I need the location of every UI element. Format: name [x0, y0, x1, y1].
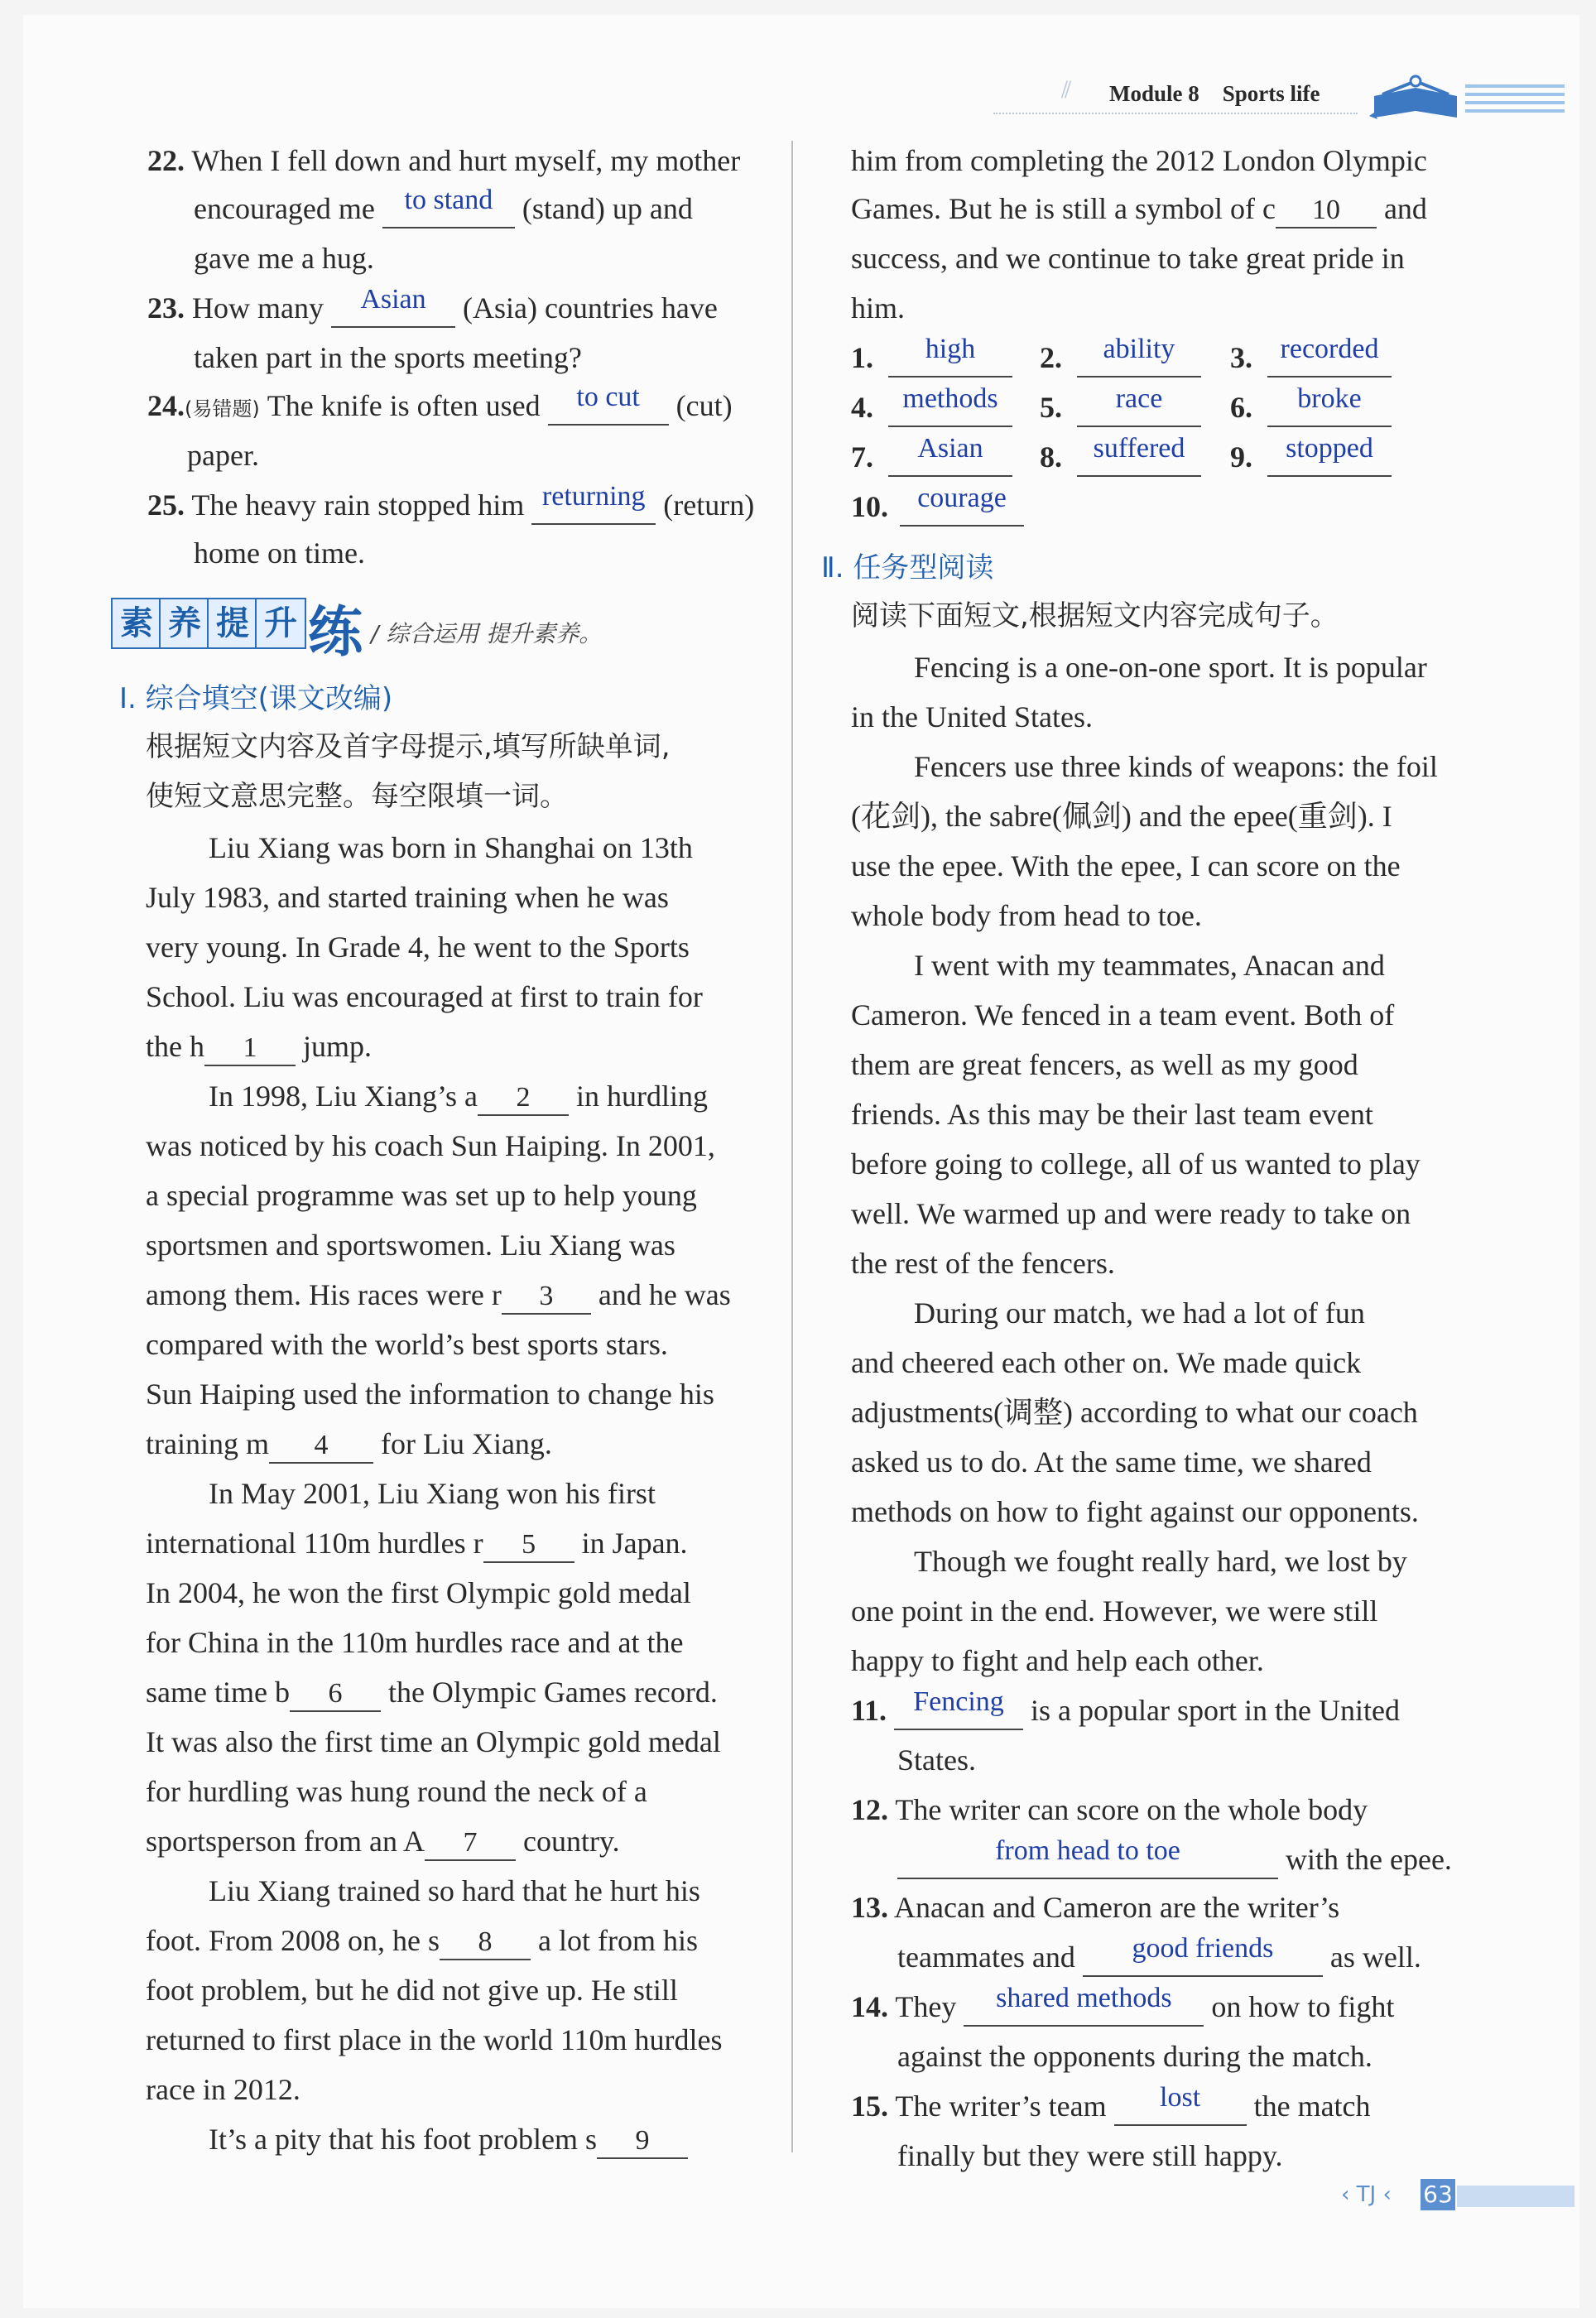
- q11-line1: [851, 1686, 1400, 1730]
- q22-answer: to stand: [404, 185, 493, 215]
- header-text: [1109, 81, 1344, 107]
- q13-answer: good friends: [1132, 1933, 1274, 1964]
- blank-4[interactable]: [269, 1427, 373, 1464]
- q22-line3: gave me a hug.: [194, 242, 374, 275]
- passage-line: for China in the 110m hurdles race and at the: [146, 1626, 684, 1659]
- q12-line2: [897, 1835, 1452, 1879]
- q13-text: Anacan and Cameron are the writer’s: [894, 1891, 1340, 1924]
- header-stripes: [1465, 84, 1565, 118]
- passage-line: [146, 1823, 620, 1861]
- answer-key-number: 9.: [1230, 440, 1252, 474]
- passage-line: a special programme was set up to help young: [146, 1179, 697, 1212]
- reading-line: friends. As this may be their last team event: [851, 1098, 1373, 1131]
- section1-instruction-2: 使短文意思完整。每空限填一词。: [146, 780, 568, 813]
- passage-line: very young. In Grade 4, he went to the Sports: [146, 931, 690, 964]
- q14-line1: [851, 1983, 1395, 2027]
- blank-8[interactable]: [440, 1924, 531, 1960]
- passage-line: School. Liu was encouraged at first to train for: [146, 980, 703, 1013]
- passage-line: [146, 1922, 698, 1960]
- q22-text3: (stand) up and: [522, 192, 693, 225]
- passage-line: [146, 2121, 688, 2159]
- blank-5-number: 5: [522, 1529, 536, 1560]
- reading-line: and cheered each other on. We made quick: [851, 1346, 1362, 1379]
- book-icon: [1366, 71, 1465, 124]
- banner-char-4: 升: [255, 598, 306, 649]
- blank-1[interactable]: [204, 1030, 296, 1066]
- blank-3[interactable]: [502, 1278, 591, 1315]
- answer-key-item: [851, 383, 1012, 427]
- blank-3-number: 3: [539, 1281, 554, 1311]
- q14-text: They: [895, 1990, 957, 2023]
- q22-line2: [194, 185, 693, 228]
- blank-7[interactable]: [425, 1825, 516, 1861]
- answer-key-blank[interactable]: [1267, 433, 1392, 477]
- reading-line: Fencing is a one-on-one sport. It is popular: [914, 651, 1427, 684]
- answer-key-answer: high: [925, 334, 976, 364]
- q13-text2: teammates and: [897, 1940, 1075, 1974]
- p3-text6: country.: [522, 1825, 620, 1858]
- blank-9-number: 9: [635, 2125, 650, 2156]
- answer-key-blank[interactable]: [1077, 433, 1201, 477]
- answer-key-answer: recorded: [1280, 334, 1379, 364]
- reading-line: well. We warmed up and were ready to take on: [851, 1197, 1411, 1230]
- q12-line1: [851, 1791, 1368, 1828]
- passage-line: In 2004, he won the first Olympic gold medal: [146, 1576, 691, 1609]
- reading-line: one point in the end. However, we were still: [851, 1594, 1378, 1628]
- reading-line: in the United States.: [851, 700, 1093, 733]
- answer-key-number: 5.: [1040, 391, 1062, 424]
- passage-line: foot problem, but he did not give up. He still: [146, 1974, 678, 2007]
- banner-char-2: 养: [159, 598, 210, 649]
- q12-text: The writer can score on the whole body: [895, 1793, 1368, 1826]
- passage-line: success, and we continue to take great pride in: [851, 242, 1405, 275]
- reading-line: happy to fight and help each other.: [851, 1644, 1264, 1677]
- passage-line: sportsmen and sportswomen. Liu Xiang was: [146, 1229, 675, 1262]
- p2-text3: among them. His races were r: [146, 1278, 502, 1311]
- section1-instruction-1: 根据短文内容及首字母提示,填写所缺单词,: [146, 730, 671, 763]
- blank-5[interactable]: [483, 1527, 574, 1563]
- section1-title: Ⅰ. 综合填空(课文改编): [119, 682, 393, 715]
- p4-text2: a lot from his: [538, 1924, 698, 1957]
- q24-number: 24.: [147, 389, 185, 422]
- section2-instruction: 阅读下面短文,根据短文内容完成句子。: [851, 599, 1339, 632]
- footer-tag: ‹ TJ ‹: [1341, 2182, 1392, 2207]
- q24-line2: paper.: [187, 439, 259, 472]
- answer-key-number: 7.: [851, 440, 873, 474]
- q15-number: 15.: [851, 2090, 888, 2123]
- q14-text2: on how to fight: [1211, 1990, 1395, 2023]
- answer-key-answer: broke: [1297, 383, 1362, 414]
- reading-line: During our match, we had a lot of fun: [914, 1296, 1365, 1330]
- q25-answer: returning: [541, 481, 646, 512]
- header-rule: [993, 113, 1358, 114]
- passage-line: [146, 1426, 552, 1464]
- q22-text: When I fell down and hurt myself, my mother: [191, 144, 741, 177]
- answer-key-blank[interactable]: [900, 483, 1024, 527]
- q23-number: 23.: [147, 291, 185, 325]
- q13-number: 13.: [851, 1891, 888, 1924]
- q15-text2: the match: [1253, 2090, 1371, 2123]
- p2-text5: training m: [146, 1427, 269, 1460]
- p2-text6: for Liu Xiang.: [380, 1427, 552, 1460]
- p3-text2: in Japan.: [581, 1527, 688, 1560]
- answer-key-blank[interactable]: [888, 383, 1012, 427]
- passage-line: for hurdling was hung round the neck of a: [146, 1775, 647, 1808]
- reading-line: (花剑), the sabre(佩剑) and the epee(重剑). I: [851, 800, 1392, 833]
- q22-text2: encouraged me: [194, 192, 375, 225]
- q22-number: 22.: [147, 144, 185, 177]
- answer-key-item: [1040, 334, 1201, 378]
- answer-key-number: 1.: [851, 341, 873, 374]
- p3-text: international 110m hurdles r: [146, 1527, 483, 1560]
- q24-tag: (易错题): [185, 397, 260, 421]
- answer-key-item: [1230, 383, 1392, 427]
- passage-line: July 1983, and started training when he was: [146, 881, 669, 914]
- q25-line2: home on time.: [194, 536, 365, 570]
- blank-4-number: 4: [314, 1430, 329, 1460]
- q12-number: 12.: [851, 1793, 888, 1826]
- answer-key-number: 6.: [1230, 391, 1252, 424]
- blank-6-number: 6: [328, 1678, 343, 1709]
- q14-blank[interactable]: [964, 1983, 1204, 2027]
- passage-line: It was also the first time an Olympic gold medal: [146, 1725, 721, 1758]
- q15-line2: finally but they were still happy.: [897, 2139, 1283, 2172]
- blank-10[interactable]: [1276, 192, 1377, 228]
- answer-key-answer: methods: [902, 383, 998, 414]
- footer-tag-text: TJ: [1356, 2182, 1377, 2207]
- passage-line: him from completing the 2012 London Olympic: [851, 144, 1427, 177]
- passage-line: race in 2012.: [146, 2073, 300, 2106]
- answer-key-answer: Asian: [917, 433, 983, 464]
- section2-title: Ⅱ. 任务型阅读: [821, 551, 994, 584]
- passage-line: was noticed by his coach Sun Haiping. In 2001,: [146, 1129, 715, 1162]
- passage-line: [851, 190, 1427, 228]
- reading-line: Though we fought really hard, we lost by: [914, 1545, 1407, 1578]
- q23-line2: taken part in the sports meeting?: [194, 341, 582, 374]
- blank-2[interactable]: [478, 1080, 569, 1116]
- blank-2-number: 2: [516, 1082, 531, 1113]
- q25-text2: (return): [663, 488, 755, 522]
- q22-line1: [147, 142, 740, 179]
- reading-line: adjustments(调整) according to what our coach: [851, 1396, 1418, 1429]
- q23-blank[interactable]: [331, 284, 455, 328]
- answer-key-answer: stopped: [1286, 433, 1373, 464]
- q23-line1: [147, 284, 718, 328]
- answer-key-blank[interactable]: [1077, 334, 1201, 378]
- answer-key-number: 4.: [851, 391, 873, 424]
- module-label: Module 8: [1109, 81, 1199, 106]
- q22-blank[interactable]: [382, 185, 515, 228]
- answer-key-number: 2.: [1040, 341, 1062, 374]
- q24-text2: (cut): [675, 389, 733, 422]
- answer-key-number: 3.: [1230, 341, 1252, 374]
- passage-line: compared with the world’s best sports stars.: [146, 1328, 668, 1361]
- leaf-icon: ⫽: [1061, 78, 1072, 103]
- p1-text: the h: [146, 1030, 204, 1063]
- q25-number: 25.: [147, 488, 185, 522]
- reading-line: methods on how to fight against our opponents.: [851, 1495, 1419, 1528]
- q13-line2: [897, 1933, 1421, 1977]
- answer-key-item: [1230, 334, 1392, 378]
- reading-line: use the epee. With the epee, I can score on the: [851, 849, 1401, 882]
- passage-line: [146, 1028, 372, 1066]
- q15-blank[interactable]: [1114, 2082, 1247, 2126]
- blank-8-number: 8: [478, 1926, 493, 1957]
- answer-key-answer: race: [1115, 383, 1163, 414]
- blank-6[interactable]: [290, 1676, 381, 1712]
- p2-text4: and he was: [598, 1278, 731, 1311]
- q11-line2: States.: [897, 1743, 976, 1777]
- q25-line1: [147, 481, 755, 525]
- q11-answer: Fencing: [913, 1686, 1004, 1717]
- q13-blank[interactable]: [1083, 1933, 1323, 1977]
- passage-line: [146, 1525, 688, 1563]
- q25-blank[interactable]: [531, 481, 656, 525]
- page-number: 63: [1421, 2179, 1455, 2210]
- reading-line: them are great fencers, as well as my good: [851, 1048, 1358, 1081]
- q14-number: 14.: [851, 1990, 888, 2023]
- answer-key-item: [1040, 433, 1201, 477]
- reading-line: before going to college, all of us wanted to play: [851, 1147, 1421, 1181]
- p5-text: It’s a pity that his foot problem s: [209, 2123, 597, 2156]
- answer-key-item: [851, 483, 1024, 527]
- q24-blank[interactable]: [548, 382, 669, 426]
- p3-text4: the Olympic Games record.: [387, 1676, 718, 1709]
- q24-line1: [147, 382, 733, 427]
- blank-9[interactable]: [597, 2123, 688, 2159]
- cont-text: Games. But he is still a symbol of c: [851, 192, 1276, 225]
- answer-key-item: [1230, 433, 1392, 477]
- cont-text2: and: [1383, 192, 1427, 225]
- q11-blank[interactable]: [894, 1686, 1023, 1730]
- passage-line: returned to first place in the world 110m hurdles: [146, 2023, 723, 2056]
- column-divider: [791, 141, 793, 2152]
- q11-number: 11.: [851, 1694, 887, 1727]
- answer-key-blank[interactable]: [1077, 383, 1201, 427]
- q24-answer: to cut: [576, 382, 640, 412]
- p4-text: foot. From 2008 on, he s: [146, 1924, 440, 1957]
- footer-bar: [1457, 2186, 1574, 2207]
- module-title: Sports life: [1222, 81, 1320, 106]
- answer-key-answer: suffered: [1093, 433, 1185, 464]
- passage-line: Liu Xiang trained so hard that he hurt his: [209, 1874, 700, 1907]
- passage-line: Liu Xiang was born in Shanghai on 13th: [209, 831, 693, 864]
- answer-key-item: [1040, 383, 1201, 427]
- blank-1-number: 1: [243, 1032, 257, 1063]
- answer-key-answer: courage: [917, 483, 1007, 513]
- reading-line: Fencers use three kinds of weapons: the foil: [914, 750, 1438, 783]
- p3-text3: same time b: [146, 1676, 290, 1709]
- passage-line: him.: [851, 291, 906, 325]
- q15-text: The writer’s team: [895, 2090, 1107, 2123]
- p2-text2: in hurdling: [575, 1080, 708, 1113]
- q25-text: The heavy rain stopped him: [191, 488, 525, 522]
- q23-answer: Asian: [360, 284, 426, 315]
- answer-key-blank[interactable]: [1267, 334, 1392, 378]
- q12-answer: from head to toe: [995, 1835, 1180, 1866]
- passage-line: [146, 1674, 718, 1712]
- q14-answer: shared methods: [996, 1983, 1172, 2013]
- banner-char-1: 素: [111, 598, 162, 649]
- answer-key-number: 8.: [1040, 440, 1062, 474]
- banner-char-3: 提: [207, 598, 258, 649]
- reading-line: Cameron. We fenced in a team event. Both of: [851, 998, 1395, 1032]
- q15-answer: lost: [1160, 2082, 1201, 2113]
- reading-line: asked us to do. At the same time, we shared: [851, 1445, 1372, 1479]
- answer-key-number: 10.: [851, 490, 888, 523]
- p2-text: In 1998, Liu Xiang’s a: [209, 1080, 478, 1113]
- banner-big-char: 练: [308, 600, 363, 664]
- passage-line: [146, 1078, 708, 1116]
- q23-text2: (Asia) countries have: [462, 291, 718, 325]
- q13-text3: as well.: [1329, 1940, 1421, 1974]
- q12-text2: with the epee.: [1286, 1843, 1452, 1876]
- answer-key-blank[interactable]: [1267, 383, 1392, 427]
- answer-key-answer: ability: [1103, 334, 1175, 364]
- reading-line: the rest of the fencers.: [851, 1247, 1115, 1280]
- answer-key-blank[interactable]: [888, 334, 1012, 378]
- answer-key-blank[interactable]: [888, 433, 1012, 477]
- q14-line2: against the opponents during the match.: [897, 2040, 1372, 2073]
- passage-line: [146, 1277, 731, 1315]
- p1-text2: jump.: [302, 1030, 372, 1063]
- passage-line: In May 2001, Liu Xiang won his first: [209, 1477, 656, 1510]
- reading-line: I went with my teammates, Anacan and: [914, 949, 1385, 982]
- q13-line1: [851, 1889, 1339, 1926]
- p3-text5: sportsperson from an A: [146, 1825, 425, 1858]
- reading-line: whole body from head to toe.: [851, 899, 1202, 932]
- passage-line: Sun Haiping used the information to change his: [146, 1378, 714, 1411]
- q23-text: How many: [192, 291, 324, 325]
- q12-blank[interactable]: [897, 1835, 1278, 1879]
- answer-key-item: [851, 334, 1012, 378]
- q11-text: is a popular sport in the United: [1031, 1694, 1400, 1727]
- banner-subtitle: / 综合运用 提升素养。: [371, 620, 603, 647]
- q24-text: The knife is often used: [267, 389, 541, 422]
- blank-10-number: 10: [1311, 195, 1340, 225]
- q15-line1: [851, 2082, 1371, 2126]
- answer-key-item: [851, 433, 1012, 477]
- blank-7-number: 7: [463, 1827, 478, 1858]
